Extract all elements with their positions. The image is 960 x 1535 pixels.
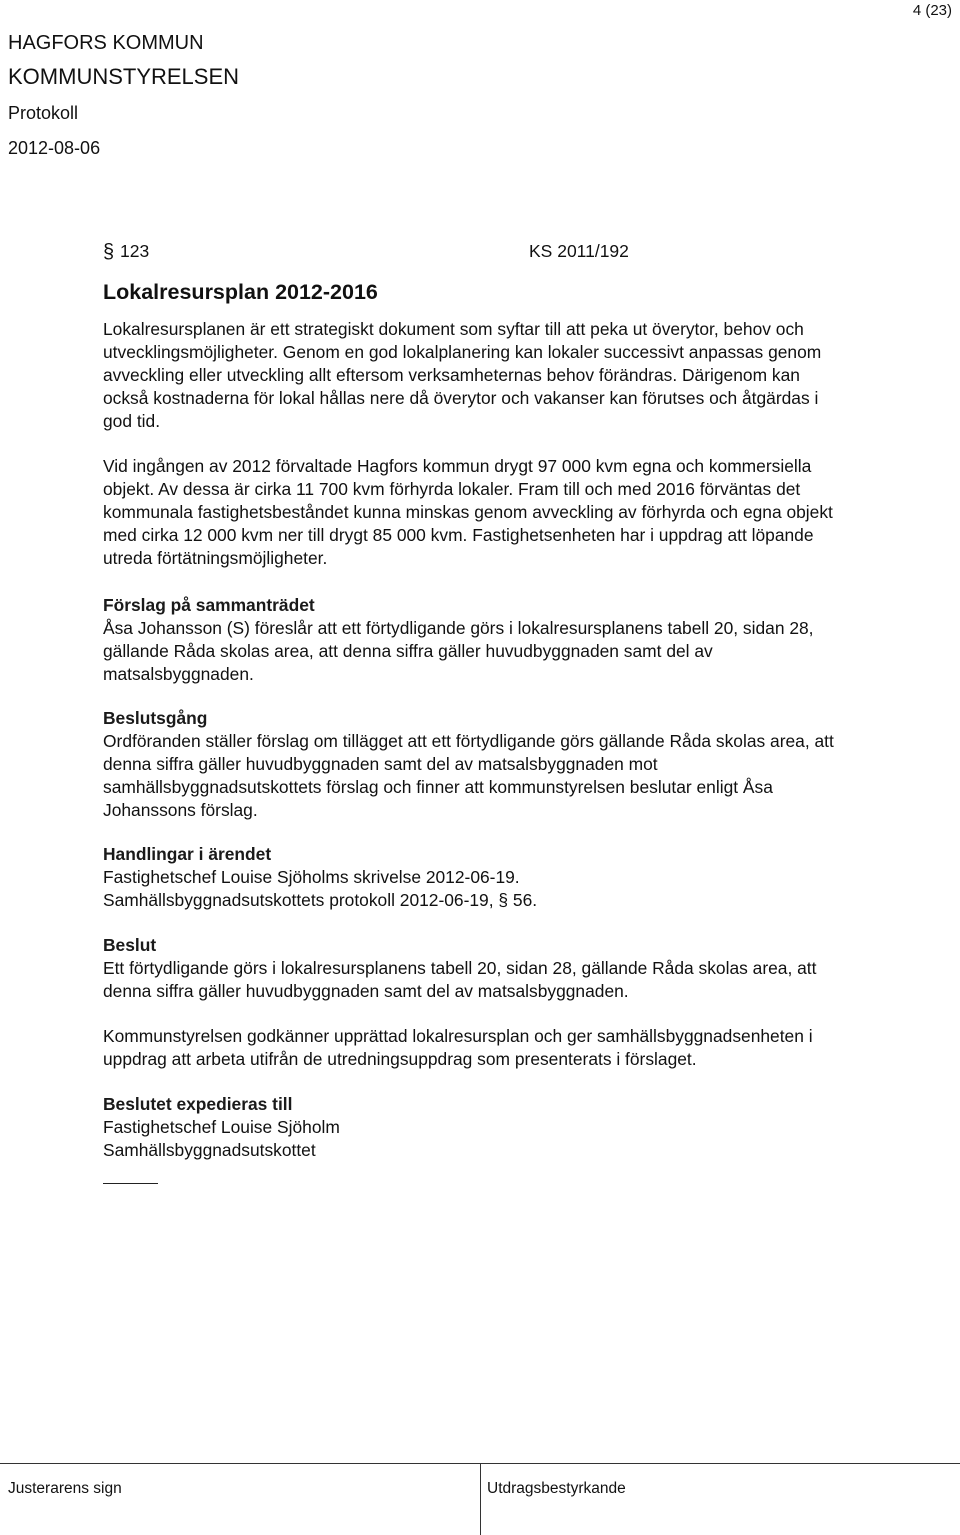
document-type: Protokoll [8,103,79,123]
end-rule [103,1183,158,1184]
text-line: Lokalresursplanen är ett strategiskt dokument som syftar till att peka ut överytor, behov och [103,319,804,339]
board-name: KOMMUNSTYRELSEN [8,64,240,89]
text-line: Ordföranden ställer förslag om tillägget att ett förtydligande görs gällande Råda skolas area, att [103,731,834,751]
decision-paragraph-2 [103,1025,943,1071]
intro-paragraph-1 [103,318,943,433]
text-line: Fastighetschef Louise Sjöholm [103,1117,340,1137]
extract-certification-label: Utdragsbestyrkande [487,1480,626,1497]
text-line: utreda förtätningsmöjligheter. [103,548,328,568]
text-line: Johanssons förslag. [103,800,258,820]
text-line: Åsa Johansson (S) föreslår att ett förtydligande görs i lokalresursplanens tabell 20, sidan 28, [103,618,814,638]
text-line: god tid. [103,411,161,431]
footer-column-divider [480,1463,481,1535]
adjuster-signature-label: Justerarens sign [8,1480,122,1497]
text-line: denna siffra gäller huvudbyggnaden samt del av matsalsbyggnaden. [103,981,629,1001]
text-line: Fastighetschef Louise Sjöholms skrivelse 2012-06-19. [103,867,520,887]
text-line: denna siffra gäller huvudbyggnaden samt del av matsalsbyggnaden mot [103,754,658,774]
documents-section [103,843,943,912]
text-line: Samhällsbyggnadsutskottets protokoll 2012-06-19, § 56. [103,890,538,910]
text-line: kommunala fastighetsbeståndet kunna minskas genom avveckling av förhyrda och egna objekt [103,502,833,522]
documents-heading: Handlingar i ärendet [103,844,272,864]
text-line: utvecklingsmöjligheter. Genom en god lokalplanering kan lokaler successivt anpassas genom [103,342,822,362]
text-line: också kostnaderna för lokal hållas nere då överytor och vakanser kan förutses och åtgärdas i [103,388,819,408]
text-line: Vid ingången av 2012 förvaltade Hagfors kommun drygt 97 000 kvm egna och kommersiella [103,456,812,476]
intro-paragraph-2 [103,455,943,570]
text-line: matsalsbyggnaden. [103,664,254,684]
text-line: Samhällsbyggnadsutskottet [103,1140,316,1160]
decision-section [103,934,943,1003]
page-number: 4 (23) [912,2,952,19]
decision-heading: Beslut [103,935,157,955]
municipality-name: HAGFORS KOMMUN [8,32,204,54]
text-line: gällande Råda skolas area, att denna siffra gäller huvudbyggnaden samt del av [103,641,713,661]
dispatch-heading: Beslutet expedieras till [103,1094,293,1114]
meeting-date: 2012-08-06 [8,138,101,158]
case-reference: KS 2011/192 [529,241,629,261]
dispatch-section [103,1093,943,1162]
text-line: samhällsbyggnadsutskottets förslag och finner att kommunstyrelsen beslutar enligt Åsa [103,777,773,797]
case-title: Lokalresursplan 2012-2016 [103,280,378,304]
section-number: 123 [120,241,150,261]
text-line: objekt. Av dessa är cirka 11 700 kvm förhyrda lokaler. Fram till och med 2016 förväntas det [103,479,801,499]
procedure-heading: Beslutsgång [103,708,208,728]
text-line: med cirka 12 000 kvm ner till drygt 85 000 kvm. Fastighetsenheten har i uppdrag att löpande [103,525,814,545]
text-line: Ett förtydligande görs i lokalresursplanens tabell 20, sidan 28, gällande Råda skolas area, att [103,958,817,978]
text-line: avveckling eller utveckling allt eftersom verksamheternas behov förändras. Därigenom kan [103,365,800,385]
text-line: uppdrag att arbeta utifrån de utredningsuppdrag som presenterats i förslaget. [103,1049,697,1069]
procedure-section [103,707,943,822]
section-symbol: § [103,241,115,263]
text-line: Kommunstyrelsen godkänner upprättad lokalresursplan och ger samhällsbyggnadsenheten i [103,1026,813,1046]
proposal-section [103,594,943,686]
proposal-heading: Förslag på sammanträdet [103,595,315,615]
